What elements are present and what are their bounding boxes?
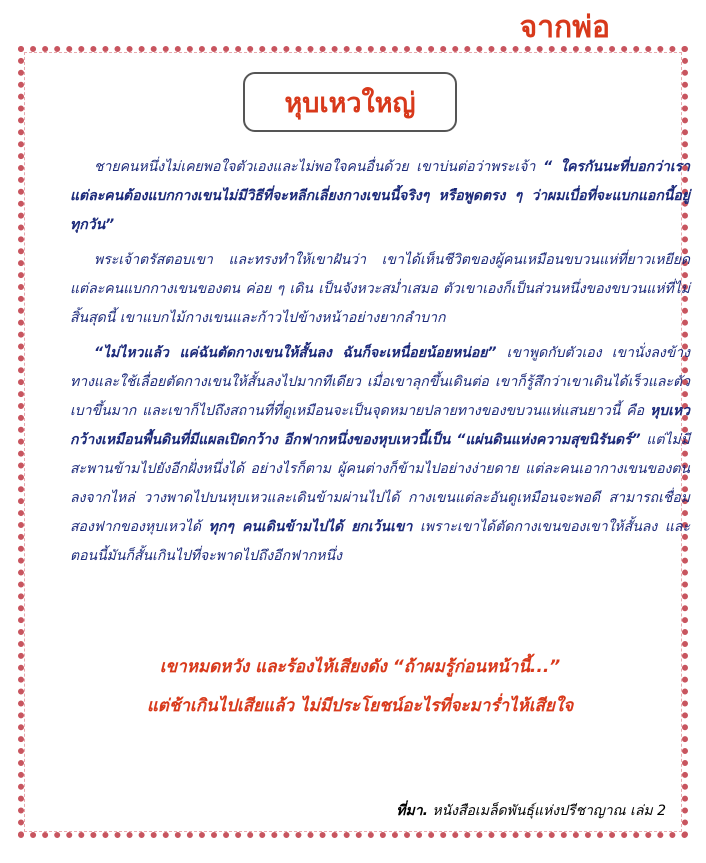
p1-text: ชายคนหนึ่งไม่เคยพอใจตัวเองและไม่พอใจคนอื่นด้วย เขาบ่นต่อว่าพระเจ้า	[94, 159, 536, 175]
p1-quote: “ ใครกันนะที่บอกว่าเราแต่ละคนต้องแบกกางเขนไม่มีวิธีที่จะหลีกเลี่ยงกางเขนนี้จริงๆ หรือพูดตรง ๆ ว่าผมเบื่อที่จะแบกแอกนี้อยู่ทุกวัน”	[70, 159, 690, 233]
paragraph-2: พระเจ้าตรัสตอบเขา และทรงทำให้เขาฝันว่า เขาได้เห็นชีวิตของผู้คนเหมือนขบวนแห่ที่ยาวเหยียด แต่ละคนแบกกางเขนของตน ค่อย ๆ เดิน เป็นจังหวะสม่ำเสมอ ตัวเขาเองก็เป็นส่วนหนึ่งของขบวนแห่ที่ไม่สิ้นสุดนี้ เขาแบกไม้กางเขนและก้าวไปข้างหน้าอย่างยากลำบาก	[70, 252, 690, 326]
source-citation	[396, 800, 666, 822]
story-title-box	[243, 72, 457, 132]
p3-emphasis-2: ทุกๆ คนเดินข้ามไปได้ ยกเว้นเขา	[208, 519, 413, 535]
closing-line-2: แต่ช้าเกินไปเสียแล้ว ไม่มีประโยชน์อะไรที่จะมาร่ำไห้เสียใจ	[146, 696, 574, 716]
source-text: หนังสือเมล็ดพันธุ์แห่งปรีชาญาณ เล่ม 2	[427, 803, 666, 819]
story-title: หุบเหวใหญ่	[284, 87, 416, 119]
p3-text-2: แต่ไม่มีสะพานข้ามไปยังอีกฝั่งหนึ่งได้ อย่างไรก็ตาม ผู้คนต่างก็ข้ามไปอย่างง่ายดาย แต่ละคนเอากางเขนของตนลงจากไหล่ วางพาดไปบนหุบเหวและเดินข้ามผ่านไปได้ กางเขนแต่ละอันดูเหมือนจะพอดี สามารถเชื่อมสองฟากของหุบเหวได้	[70, 432, 690, 535]
p3-emphasis-1: หุบเหวกว้างเหมือนพื้นดินที่มีแผลเปิดกว้าง อีกฟากหนึ่งของหุบเหวนี้เป็น “แผ่นดินแห่งความสุขนิรันดร์”	[70, 403, 690, 448]
p3-text-3: เพราะเขาได้ตัดกางเขนของเขาให้สั้นลง และตอนนี้มันก็สั้นเกินไปที่จะพาดไปถึงอีกฟากหนึ่ง	[70, 519, 690, 564]
page-header-title: จากพ่อ	[519, 10, 610, 45]
closing-line-1: เขาหมดหวัง และร้องไห้เสียงดัง “ถ้าผมรู้ก่อนหน้านี้...”	[159, 657, 561, 677]
p3-quote: “ไม่ไหวแล้ว แค่ฉันตัดกางเขนให้สั้นลง ฉันก็จะเหนื่อยน้อยหน่อย”	[94, 345, 497, 361]
paragraph-3	[70, 339, 690, 571]
p3-text-1: เขาพูดกับตัวเอง เขานั่งลงข้างทางและใช้เลื่อยตัดกางเขนให้สั้นลงไปมากทีเดียว เมื่อเขาลุกขึ้นเดินต่อ เขาก็รู้สึกว่าเขาเดินได้เร็วและตัวเบาขึ้นมาก และเขาก็ไปถึงสถานที่ที่ดูเหมือนจะเป็นจุดหมายปลายทางของขบวนแห่แสนยาวนี้ คือ	[70, 345, 690, 419]
story-body	[70, 153, 690, 577]
paragraph-1	[70, 153, 690, 240]
source-label: ที่มา.	[396, 803, 428, 819]
